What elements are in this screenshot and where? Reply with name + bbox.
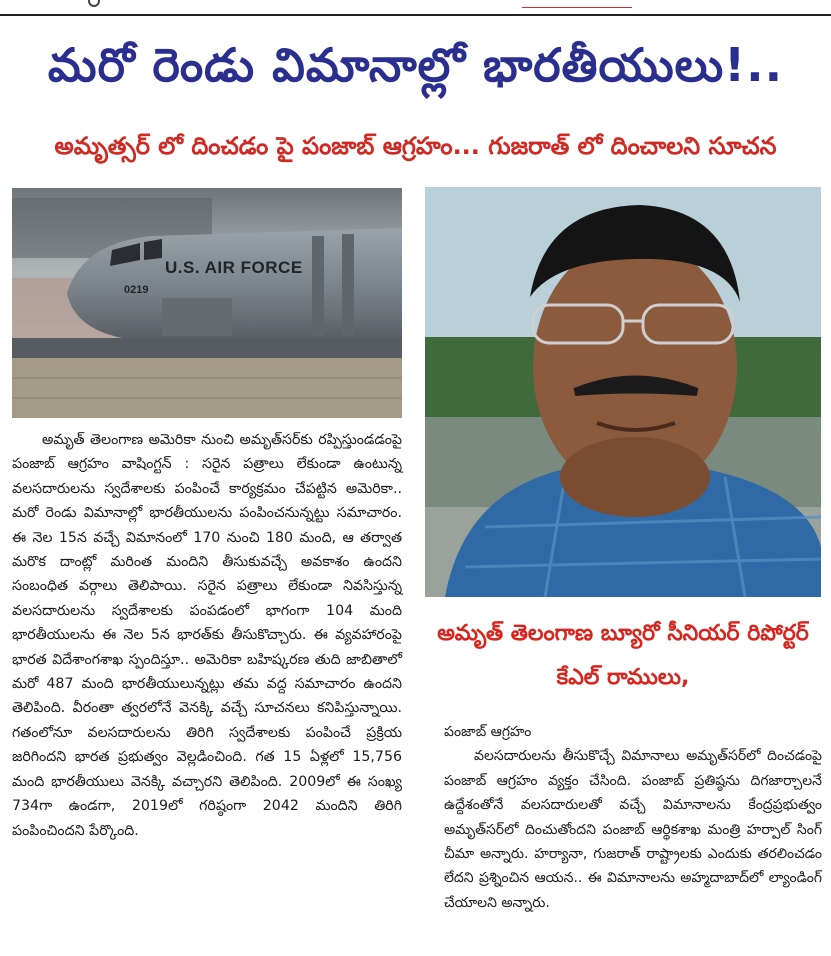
article-body-right-paragraph: వలసదారులను తీసుకొచ్చే విమానాలు అమృత్‌సర్‌లో దించడంపై పంజాబ్ ఆగ్రహం వ్యక్తం చేసింది. పంజాబ్ ప్రతిష్ఠను దిగజార్చాలనే ఉద్దేశంతోనే వలసదారులతో వచ్చే విమానాలను కేంద్రప్రభుత్వం అమృత్‌సర్‌లో దించుతోందని పంజాబ్ ఆర్థికశాఖ మంత్రి హర్పాల్ సింగ్ చీమా అన్నారు. హర్యానా, గుజరాత్ రాష్ట్రాలకు ఎందుకు తరలించడం లేదని ప్రశ్నించిన ఆయన.. ఈ విమానాలను అహ్మదాబాద్‌లో ల్యాండింగ్ చేయాలని అన్నారు. bbox=[444, 748, 822, 911]
previous-article-remnant-right bbox=[522, 0, 642, 8]
plane-illustration bbox=[12, 188, 402, 418]
article-body-left-paragraph: అమృత్ తెలంగాణ అమెరికా నుంచి అమృత్‌సర్‌కు రప్పిస్తుండడంపై పంజాబ్ ఆగ్రహం వాషింగ్టన్ : సరైన పత్రాలు లేకుండా ఉంటున్న వలసదారులను స్వదేశాలకు పంపించే కార్యక్రమం చేపట్టిన అమెరికా.. మరో రెండు విమానాల్లో భారతీయులను పంపించనున్నట్టు సమాచారం. ఈ నెల 15న వచ్చే విమానంలో 170 నుంచి 180 మంది, ఆ తర్వాత మరొక దాంట్లో మరింత మందిని తీసుకువచ్చే అవకాశం ఉందని సంబంధిత వర్గాలు తెలిపాయి. సరైన పత్రాలు లేకుండా నివసిస్తున్న వలసదారులను స్వదేశాలకు పంపడంలో భాగంగా 104 మంది భారతీయులను ఈ నెల 5న భారత్‌కు తీసుకొచ్చారు. ఈ వ్యవహారంపై భారత విదేశాంగశాఖ స్పందిస్తూ.. అమెరికా బహిష్కరణ తుది జాబితాలో మరో 487 మంది భారతీయులున్నట్లు తమ వద్ద సమాచారం ఉందని తెలిపింది. వీరంతా త్వరలోనే వెనక్కి వచ్చే సూచనలు కనిపిస్తున్నాయి. గతంలోనూ వలసదారులను తిరిగి స్వదేశాలకు పంపించే ప్రక్రియ జరిగిందని భారత ప్రభుత్వం వెల్లడించింది. గత 15 ఏళ్లలో 15,756 మంది భారతీయులు వెనక్కి వచ్చారని తెలిపింది. 2009లో ఈ సంఖ్య 734గా ఉండగా, 2019లో గరిష్ఠంగా 2042 మందిని తిరిగి పంపించిందని పేర్కొంది. bbox=[12, 432, 402, 839]
reporter-portrait-photo bbox=[425, 187, 821, 597]
us-air-force-plane-photo bbox=[12, 188, 402, 418]
portrait-illustration bbox=[425, 187, 821, 597]
plane-fuselage-text: U.S. AIR FORCE bbox=[165, 258, 303, 277]
headline: మరో రెండు విమానాల్లో భారతీయులు!.. bbox=[47, 38, 784, 92]
previous-article-remnant-left bbox=[88, 0, 102, 8]
section-dateline: పంజాబ్ ఆగ్రహం bbox=[444, 724, 532, 740]
plane-tail-number: 0219 bbox=[124, 284, 149, 296]
subheadline: అమృత్సర్ లో దించడం పై పంజాబ్ ఆగ్రహం... గుజరాత్ లో దించాలని సూచన bbox=[54, 132, 777, 160]
top-divider-rule bbox=[0, 14, 831, 16]
article-body-left-column bbox=[12, 428, 402, 843]
reporter-byline-caption: అమృత్ తెలంగాణ బ్యూరో సీనియర్ రిపోర్టర్ కేఎల్ రాములు, bbox=[437, 621, 809, 690]
article-body-right-column bbox=[444, 720, 822, 915]
